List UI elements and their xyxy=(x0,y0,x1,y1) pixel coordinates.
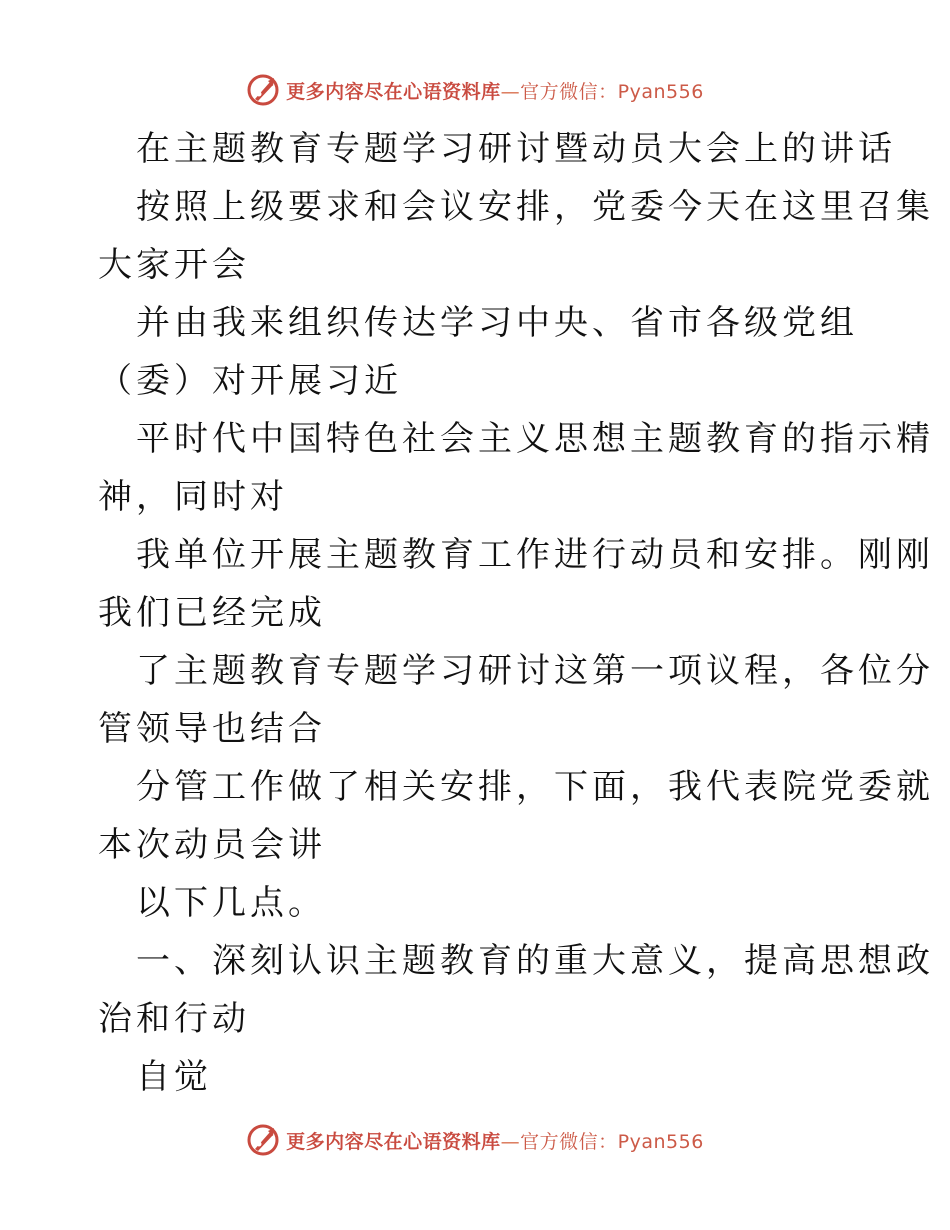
paragraph-line: 以下几点。 xyxy=(136,883,326,923)
paragraph-line: 了主题教育专题学习研讨这第一项议程，各位分 xyxy=(136,651,934,691)
paragraph-line: 并由我来组织传达学习中央、省市各级党组 xyxy=(136,303,858,343)
paragraph-line: 管领导也结合 xyxy=(98,709,326,749)
paragraph-line: 平时代中国特色社会主义思想主题教育的指示精 xyxy=(136,419,934,459)
header-watermark xyxy=(0,70,950,110)
paragraph-line: （委）对开展习近 xyxy=(98,361,402,401)
paragraph-line: 我单位开展主题教育工作进行动员和安排。刚刚 xyxy=(136,535,934,575)
document-body xyxy=(98,120,934,1106)
section-heading-continued: 治和行动 xyxy=(98,999,250,1039)
paragraph-line: 按照上级要求和会议安排，党委今天在这里召集 xyxy=(136,187,934,227)
paragraph-line: 分管工作做了相关安排，下面，我代表院党委就 xyxy=(136,767,934,807)
quill-logo-icon xyxy=(246,73,280,107)
paragraph-line: 神，同时对 xyxy=(98,477,288,517)
footer-banner-main: 更多内容尽在心语资料库 xyxy=(286,1130,501,1153)
paragraph-line: 大家开会 xyxy=(98,245,250,285)
section-heading-continued: 自觉 xyxy=(136,1057,212,1097)
paragraph-line: 我们已经完成 xyxy=(98,593,326,633)
header-banner-dash: — xyxy=(500,80,521,103)
paragraph-line: 本次动员会讲 xyxy=(98,825,326,865)
footer-banner-text xyxy=(286,1127,704,1154)
footer-watermark xyxy=(0,1120,950,1160)
footer-banner-dash: — xyxy=(500,1130,521,1153)
document-title: 在主题教育专题学习研讨暨动员大会上的讲话 xyxy=(136,129,896,169)
section-heading: 一、深刻认识主题教育的重大意义，提高思想政 xyxy=(136,941,934,981)
header-banner-wechat: 官方微信：Pyan556 xyxy=(520,80,704,103)
header-banner-main: 更多内容尽在心语资料库 xyxy=(286,80,501,103)
footer-banner-wechat: 官方微信：Pyan556 xyxy=(520,1130,704,1153)
header-banner-text xyxy=(286,77,704,104)
quill-logo-icon xyxy=(246,1123,280,1157)
